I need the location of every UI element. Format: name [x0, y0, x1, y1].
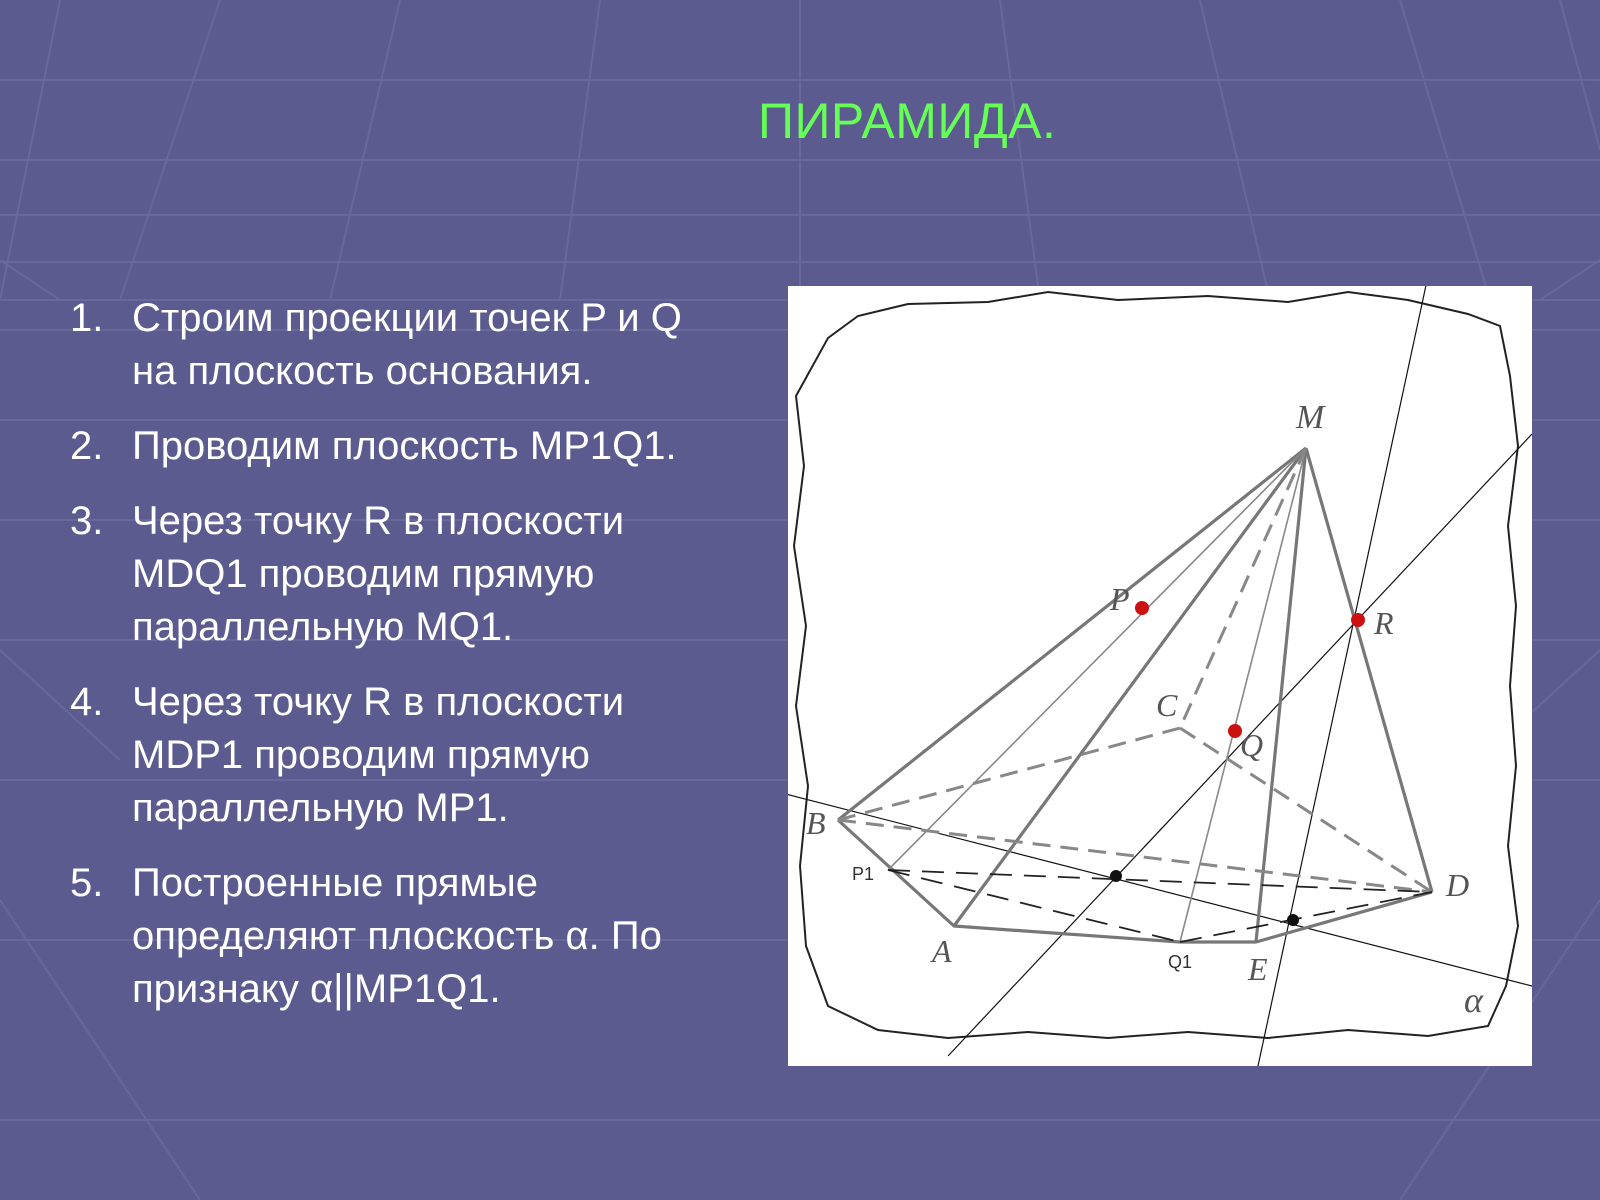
edge-mc-hidden — [1180, 448, 1306, 728]
figure-border — [794, 292, 1518, 1038]
line-q1d — [1180, 892, 1432, 942]
list-item — [70, 495, 710, 654]
label-q1: Q1 — [1168, 952, 1193, 972]
label-d: D — [1446, 867, 1470, 903]
point-p — [1135, 601, 1149, 615]
label-p: P — [1110, 581, 1130, 617]
edge-bc-hidden — [838, 728, 1180, 820]
point-intersection-2 — [1287, 914, 1299, 926]
step-number: 5. — [70, 861, 104, 905]
slide-title: ПИРАМИДА. — [758, 93, 1057, 149]
list-item — [70, 676, 710, 835]
step-number: 2. — [70, 424, 104, 468]
pyramid-diagram — [788, 286, 1532, 1066]
list-item — [70, 420, 710, 473]
point-r — [1351, 613, 1365, 627]
label-c: C — [1156, 687, 1178, 723]
edge-md — [1306, 448, 1432, 892]
step-text: Через точку R в плоскости MDQ1 проводим прямую параллельную MQ1. — [132, 499, 625, 649]
step-text: Проводим плоскость MP1Q1. — [132, 424, 677, 468]
label-alpha: α — [1464, 980, 1483, 1020]
edge-cd-hidden — [1180, 728, 1432, 892]
label-p1: P1 — [852, 864, 875, 884]
step-text: Через точку R в плоскости MDP1 проводим прямую параллельную MP1. — [132, 680, 625, 830]
label-b: B — [806, 805, 826, 841]
step-number: 3. — [70, 499, 104, 543]
line-mp1 — [888, 448, 1306, 870]
steps-list — [70, 292, 710, 1038]
list-item — [70, 292, 710, 398]
label-m: M — [1296, 399, 1325, 436]
edge-me — [1256, 448, 1306, 942]
step-text: Строим проекции точек P и Q на плоскость основания. — [132, 296, 682, 393]
step-number: 4. — [70, 680, 104, 724]
label-q: Q — [1240, 727, 1264, 763]
step-text: Построенные прямые определяют плоскость α. По признаку α||MP1Q1. — [132, 861, 662, 1011]
label-a: A — [932, 933, 952, 969]
point-intersection-1 — [1110, 870, 1122, 882]
pyramid-figure — [788, 286, 1532, 1066]
label-r: R — [1374, 605, 1394, 641]
line-alpha — [788, 792, 1532, 986]
label-e: E — [1248, 951, 1268, 987]
step-number: 1. — [70, 296, 104, 340]
list-item — [70, 857, 710, 1016]
